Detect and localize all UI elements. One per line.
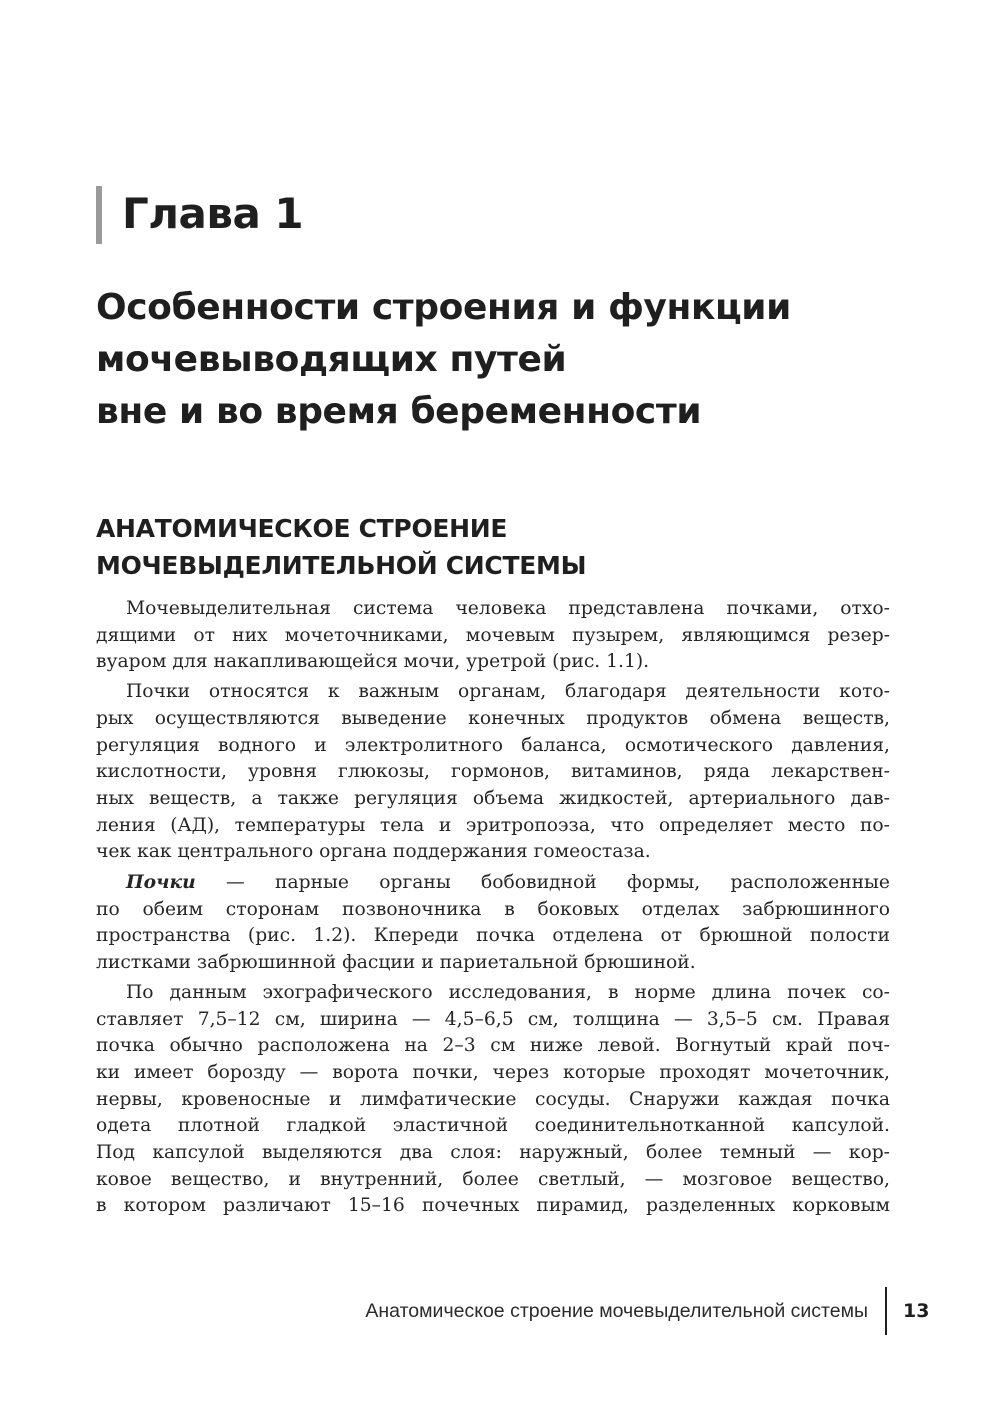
footer-divider xyxy=(885,1287,887,1335)
chapter-accent-bar xyxy=(96,186,102,244)
chapter-title xyxy=(96,282,916,438)
text-line: рых осуществляются выведение конечных продуктов обмена веществ, xyxy=(96,707,890,729)
paragraph-urinary-system xyxy=(96,596,890,676)
text-line: Под капсулой выделяются два слоя: наружный, более темный — кор- xyxy=(96,1142,890,1164)
text-line: ковое вещество, и внутренний, более светлый, — мозговое вещество, xyxy=(96,1168,890,1190)
paragraph-kidney-functions xyxy=(96,679,890,866)
text-line: вуаром для накапливающейся мочи, уретрой (рис. 1.1). xyxy=(96,651,650,673)
text-line: в котором различают 15–16 почечных пирамид, разделенных корковым xyxy=(96,1195,890,1217)
text-line: дящими от них мочеточниками, мочевым пузырем, являющимся резер- xyxy=(96,624,890,646)
term-kidneys: Почки xyxy=(126,871,196,894)
text-line: нервы, кровеносные и лимфатические сосуды. Снаружи каждая почка xyxy=(96,1088,890,1110)
body-text xyxy=(96,596,890,1220)
text-line: регуляция водного и электролитного баланса, осмотического давления, xyxy=(96,734,890,756)
text-line: одета плотной гладкой эластичной соединительнотканной капсулой. xyxy=(96,1115,890,1137)
chapter-title-line: вне и во время беременности xyxy=(96,391,702,432)
text-line: листками забрюшинной фасции и париетальной брюшиной. xyxy=(96,952,696,974)
paragraph-kidney-definition xyxy=(96,869,890,977)
chapter-title-line: мочевыводящих путей xyxy=(96,339,567,380)
chapter-title-line: Особенности строения и функции xyxy=(96,287,791,328)
text-line: по обеим сторонам позвоночника в боковых отделах забрюшинного xyxy=(96,898,890,920)
text-line: почка обычно расположена на 2–3 см ниже левой. Вогнутый край поч- xyxy=(96,1035,890,1057)
section-heading xyxy=(96,510,896,584)
section-heading-line: АНАТОМИЧЕСКОЕ СТРОЕНИЕ xyxy=(96,514,508,543)
paragraph-kidney-dimensions xyxy=(96,980,890,1220)
text-line: кислотности, уровня глюкозы, гормонов, витаминов, ряда лекарствен- xyxy=(96,761,890,783)
page-number: 13 xyxy=(903,1300,930,1322)
text-line: ных веществ, а также регуляция объема жидкостей, артериального дав- xyxy=(96,787,890,809)
text-line: Мочевыделительная система человека представлена почками, отхо- xyxy=(126,598,890,619)
text-line: чек как центрального органа поддержания гомеостаза. xyxy=(96,841,651,863)
text-line: По данным эхографического исследования, в норме длина почек со- xyxy=(126,981,890,1003)
text-fragment: — парные органы бобовидной формы, расположенные xyxy=(195,872,890,894)
chapter-label: Глава 1 xyxy=(122,189,304,238)
running-title: Анатомическое строение мочевыделительной системы xyxy=(365,1300,868,1322)
text-line: ления (АД), температуры тела и эритропоэза, что определяет место по- xyxy=(96,814,890,836)
section-heading-line: МОЧЕВЫДЕЛИТЕЛЬНОЙ СИСТЕМЫ xyxy=(96,551,587,580)
text-line: Почки относятся к важным органам, благодаря деятельности кото- xyxy=(126,681,890,703)
text-line: ки имеет борозду — ворота почки, через которые проходят мочеточник, xyxy=(96,1061,890,1083)
text-line xyxy=(96,869,890,897)
page-footer xyxy=(0,1287,1000,1335)
text-line: ставляет 7,5–12 см, ширина — 4,5–6,5 см, толщина — 3,5–5 см. Правая xyxy=(96,1008,890,1030)
text-line: пространства (рис. 1.2). Кпереди почка отделена от брюшной полости xyxy=(96,925,890,947)
